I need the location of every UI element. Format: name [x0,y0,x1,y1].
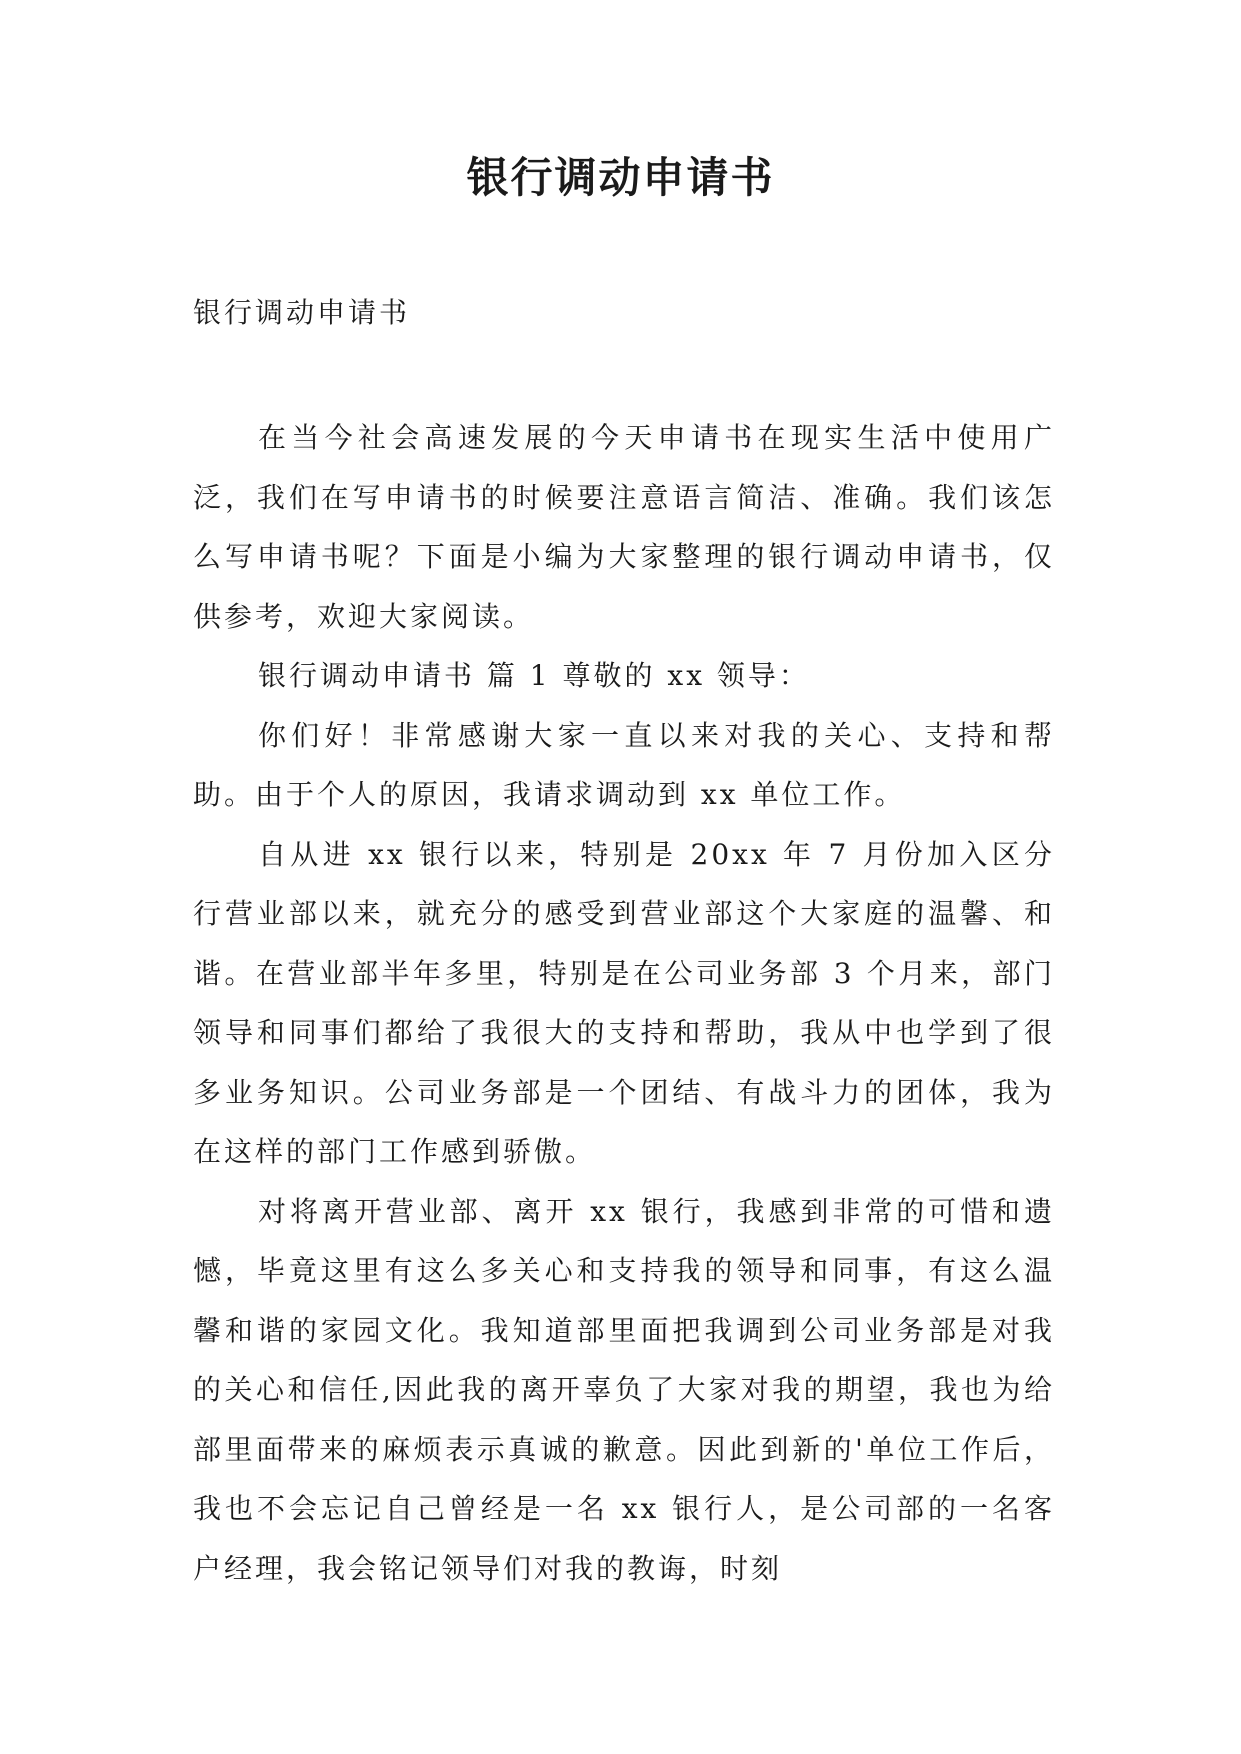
document-title: 银行调动申请书 [466,153,775,202]
paragraph-intro: 在当今社会高速发展的今天申请书在现实生活中使用广泛，我们在写申请书的时候要注意语言简洁、准确。我们该怎么写申请书呢？下面是小编为大家整理的银行调动申请书，仅供参考，欢迎大家阅读。 [193,421,1055,633]
document-subtitle: 银行调动申请书 [193,296,411,329]
document-body [193,408,1055,1598]
paragraph-salutation: 银行调动申请书 篇 1 尊敬的 xx 领导： [258,659,810,692]
paragraph-experience: 自从进 xx 银行以来，特别是 20xx 年 7 月份加入区分行营业部以来，就充分的感受到营业部这个大家庭的温馨、和谐。在营业部半年多里，特别是在公司业务部 3 个月来，部门领导和同事们都给了我很大的支持和帮助，我从中也学到了很多业务知识。公司业务部是一个团结、有战斗力的团体，我为在这样的部门工作感到骄傲。 [193,837,1055,1168]
paragraph-departure: 对将离开营业部、离开 xx 银行，我感到非常的可惜和遗憾，毕竟这里有这么多关心和支持我的领导和同事，有这么温馨和谐的家园文化。我知道部里面把我调到公司业务部是对我的关心和信任,因此我的离开辜负了大家对我的期望，我也为给部里面带来的麻烦表示真诚的歉意。因此到新的'单位工作后，我也不会忘记自己曾经是一名 xx 银行人，是公司部的一名客户经理，我会铭记领导们对我的教诲，时刻 [193,1194,1055,1585]
paragraph-greeting: 你们好！非常感谢大家一直以来对我的关心、支持和帮助。由于个人的原因，我请求调动到 xx 单位工作。 [193,718,1055,811]
